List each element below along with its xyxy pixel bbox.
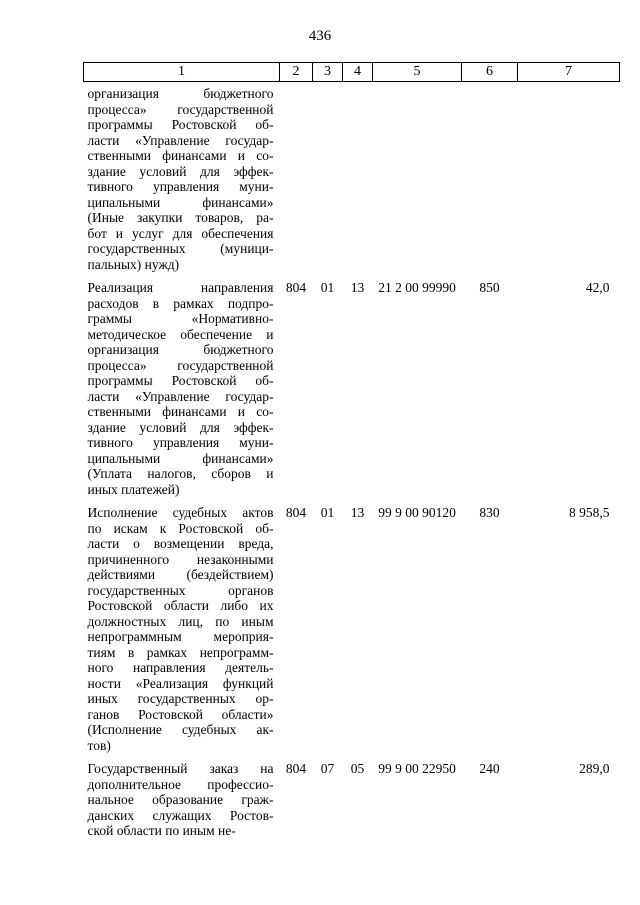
description-line: ности «Реализация функций <box>87 675 274 691</box>
description-line: ской области по иным не- <box>87 823 236 838</box>
column-header: 1 <box>84 63 280 82</box>
description-line: ципальными финансами» <box>87 194 274 210</box>
section-code: 01 <box>320 505 335 520</box>
column-header: 3 <box>313 63 343 82</box>
budget-table <box>83 62 620 839</box>
description-line: государственных органов <box>87 582 274 598</box>
description-line: ственными финансами и со- <box>87 148 274 163</box>
description-line: здание условий для эффек- <box>87 419 274 435</box>
description-line: данских служащих Ростов- <box>87 807 274 823</box>
description-line: Исполнение судебных актов <box>87 505 274 520</box>
description-line: пальных) нужд) <box>87 256 180 272</box>
description-line: организация бюджетного <box>87 342 274 357</box>
description-line: дополнительное профессио- <box>87 776 274 792</box>
description-line: ного направления деятель- <box>87 660 274 675</box>
description-line: процесса» государственной <box>87 357 274 373</box>
description-line: по искам к Ростовской об- <box>87 520 274 536</box>
expense-type-code: 830 <box>479 505 500 520</box>
description-line: (Уплата налогов, сборов и <box>87 466 274 481</box>
description-line: тов) <box>87 737 111 753</box>
target-article-code: 21 2 00 99990 <box>378 280 456 295</box>
table-row <box>84 82 620 273</box>
table-row <box>84 753 620 839</box>
row-description <box>84 82 280 273</box>
description-line: бот и услуг для обеспечения <box>87 225 274 241</box>
amount-value <box>518 82 620 273</box>
description-line: должностных лиц, по иным <box>87 613 274 629</box>
subsection-code: 13 <box>350 280 365 295</box>
description-line: организация бюджетного <box>87 86 274 101</box>
column-header: 7 <box>518 63 620 82</box>
subsection-code: 05 <box>350 761 365 776</box>
description-line: процесса» государственной <box>87 101 274 117</box>
description-line: ласти «Управление государ- <box>87 388 274 404</box>
row-description <box>84 497 280 753</box>
column-header: 2 <box>280 63 313 82</box>
target-article-code: 99 9 00 90120 <box>378 505 456 520</box>
description-line: иных платежей) <box>87 481 180 497</box>
description-line: Ростовской области либо их <box>87 598 274 613</box>
description-line: ласти «Управление государ- <box>87 132 274 148</box>
description-line: (Исполнение судебных ак- <box>87 722 274 737</box>
description-line: непрограммным мероприя- <box>87 629 274 644</box>
description-line: расходов в рамках подпро- <box>87 295 274 311</box>
column-header: 4 <box>343 63 373 82</box>
ministry-code: 804 <box>285 505 307 520</box>
description-line: государственных (муници- <box>87 241 274 256</box>
amount-value: 8 958,5 <box>569 505 610 520</box>
description-line: иных государственных ор- <box>87 691 274 706</box>
description-line: действиями (бездействием) <box>87 567 274 582</box>
subsection-code: 13 <box>350 505 365 520</box>
amount-value: 289,0 <box>579 761 610 776</box>
section-code: 01 <box>320 280 335 295</box>
description-line: ганов Ростовской области» <box>87 706 274 722</box>
description-line: методическое обеспечение и <box>87 326 274 342</box>
ministry-code: 804 <box>285 280 307 295</box>
description-line: программы Ростовской об- <box>87 117 274 132</box>
subsection-code <box>343 82 373 273</box>
ministry-code: 804 <box>285 761 307 776</box>
description-line: тиям в рамках непрограмм- <box>87 644 274 660</box>
description-line: граммы «Нормативно- <box>87 311 274 326</box>
column-header: 6 <box>462 63 518 82</box>
description-line: тивного управления муни- <box>87 435 274 450</box>
description-line: программы Ростовской об- <box>87 373 274 388</box>
description-line: нальное образование граж- <box>87 792 274 807</box>
header-row <box>84 63 620 82</box>
description-line: (Иные закупки товаров, ра- <box>87 210 274 225</box>
expense-type-code <box>462 82 518 273</box>
expense-type-code: 850 <box>479 280 500 295</box>
description-line: здание условий для эффек- <box>87 163 274 179</box>
description-line: ципальными финансами» <box>87 450 274 466</box>
section-code: 07 <box>320 761 335 776</box>
expense-type-code: 240 <box>479 761 500 776</box>
column-header: 5 <box>373 63 462 82</box>
description-line: причиненного незаконными <box>87 551 274 567</box>
page-number: 436 <box>308 28 332 44</box>
table-row <box>84 497 620 753</box>
description-line: ласти о возмещении вреда, <box>87 536 274 551</box>
ministry-code <box>280 82 313 273</box>
row-description <box>84 753 280 839</box>
description-line: тивного управления муни- <box>87 179 274 194</box>
row-description <box>84 272 280 497</box>
amount-value: 42,0 <box>585 280 610 295</box>
target-article-code: 99 9 00 22950 <box>378 761 456 776</box>
target-article-code <box>373 82 462 273</box>
table-row <box>84 272 620 497</box>
description-line: Государственный заказ на <box>87 761 274 776</box>
description-line: ственными финансами и со- <box>87 404 274 419</box>
section-code <box>313 82 343 273</box>
description-line: Реализация направления <box>87 280 274 295</box>
